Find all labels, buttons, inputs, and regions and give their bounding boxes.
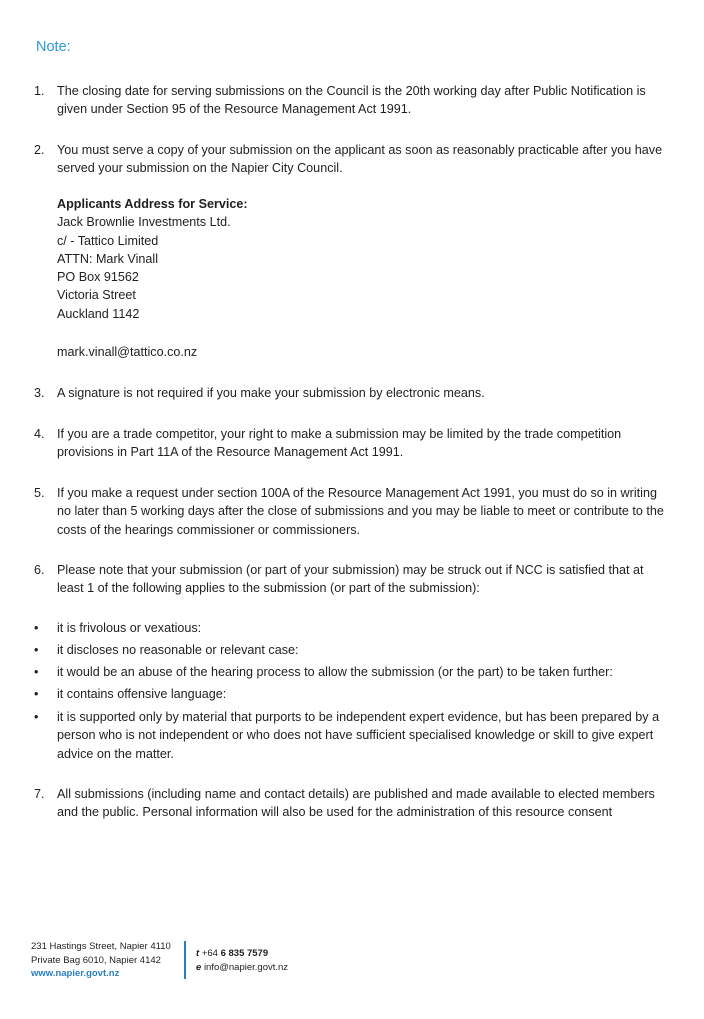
note-3-number: 3. <box>34 386 45 400</box>
footer-website-link[interactable]: www.napier.govt.nz <box>31 968 120 979</box>
note-5-number: 5. <box>34 486 45 500</box>
bullet-marker: • <box>34 710 39 724</box>
note-5-text: If you make a request under section 100A of the Resource Management Act 1991, you must do so in writing no later than 5 working days after the close of submissions and you may be liable to meet or contribute to the costs of the hearings commissioner or commissioners. <box>57 486 664 537</box>
address-line-2: c/ - Tattico Limited <box>57 233 159 248</box>
address-label: Applicants Address for Service: <box>57 197 248 211</box>
bullet-item: it would be an abuse of the hearing process to allow the submission (or the part) to be taken further: <box>57 665 613 679</box>
bullet-item: it is supported only by material that purports to be independent expert evidence, but has been prepared by a person who is not independent or who does not have sufficient specialised knowledge or skill to give expert advice on the matter. <box>57 710 660 761</box>
bullet-marker: • <box>34 643 39 657</box>
address-email: mark.vinall@tattico.co.nz <box>57 345 198 359</box>
footer-address <box>31 940 171 981</box>
bullet-marker: • <box>34 665 39 679</box>
phone-prefix: +64 <box>201 948 218 959</box>
phone-key: t <box>196 948 200 959</box>
bullet-item: it is frivolous or vexatious: <box>57 621 202 635</box>
applicant-address <box>57 195 457 323</box>
bullet-marker: • <box>34 687 39 701</box>
footer-contact <box>196 947 288 975</box>
note-6-number: 6. <box>34 563 45 577</box>
footer-street: 231 Hastings Street, Napier 4110 <box>31 941 171 952</box>
bullet-item: it discloses no reasonable or relevant case: <box>57 643 299 657</box>
footer-email <box>196 961 288 975</box>
note-3-text: A signature is not required if you make your submission by electronic means. <box>57 386 485 400</box>
note-4-text: If you are a trade competitor, your right to make a submission may be limited by the trade competition provisions in Part 11A of the Resource Management Act 1991. <box>57 427 622 460</box>
note-6-text: Please note that your submission (or part of your submission) may be struck out if NCC is satisfied that at least 1 of the following applies to the submission (or part of the submission): <box>57 563 644 596</box>
note-7-number: 7. <box>34 787 45 801</box>
phone-number: 6 835 7579 <box>220 948 269 959</box>
note-2-number: 2. <box>34 143 45 157</box>
email-address-link[interactable]: info@napier.govt.nz <box>203 962 289 973</box>
footer-phone <box>196 947 288 961</box>
note-4-number: 4. <box>34 427 45 441</box>
address-line-3: ATTN: Mark Vinall <box>57 251 159 266</box>
address-line-6: Auckland 1142 <box>57 306 140 321</box>
page-heading: Note: <box>36 39 71 55</box>
note-7-text: All submissions (including name and contact details) are published and made available to elected members and the public. Personal information will also be used for the administration of this resource consent <box>57 787 655 820</box>
note-1-text: The closing date for serving submissions on the Council is the 20th working day after Public Notification is given under Section 95 of the Resource Management Act 1991. <box>57 84 646 117</box>
address-line-4: PO Box 91562 <box>57 270 139 285</box>
address-line-5: Victoria Street <box>57 288 136 303</box>
bullet-item: it contains offensive language: <box>57 687 227 701</box>
address-line-1: Jack Brownlie Investments Ltd. <box>57 215 231 230</box>
note-1-number: 1. <box>34 84 45 98</box>
email-key: e <box>196 962 202 973</box>
footer-private-bag: Private Bag 6010, Napier 4142 <box>31 954 161 966</box>
bullet-marker: • <box>34 621 39 635</box>
footer-divider <box>184 941 186 979</box>
note-2-text: You must serve a copy of your submission on the applicant as soon as reasonably practicable after you have served your submission on the Napier City Council. <box>57 143 663 176</box>
